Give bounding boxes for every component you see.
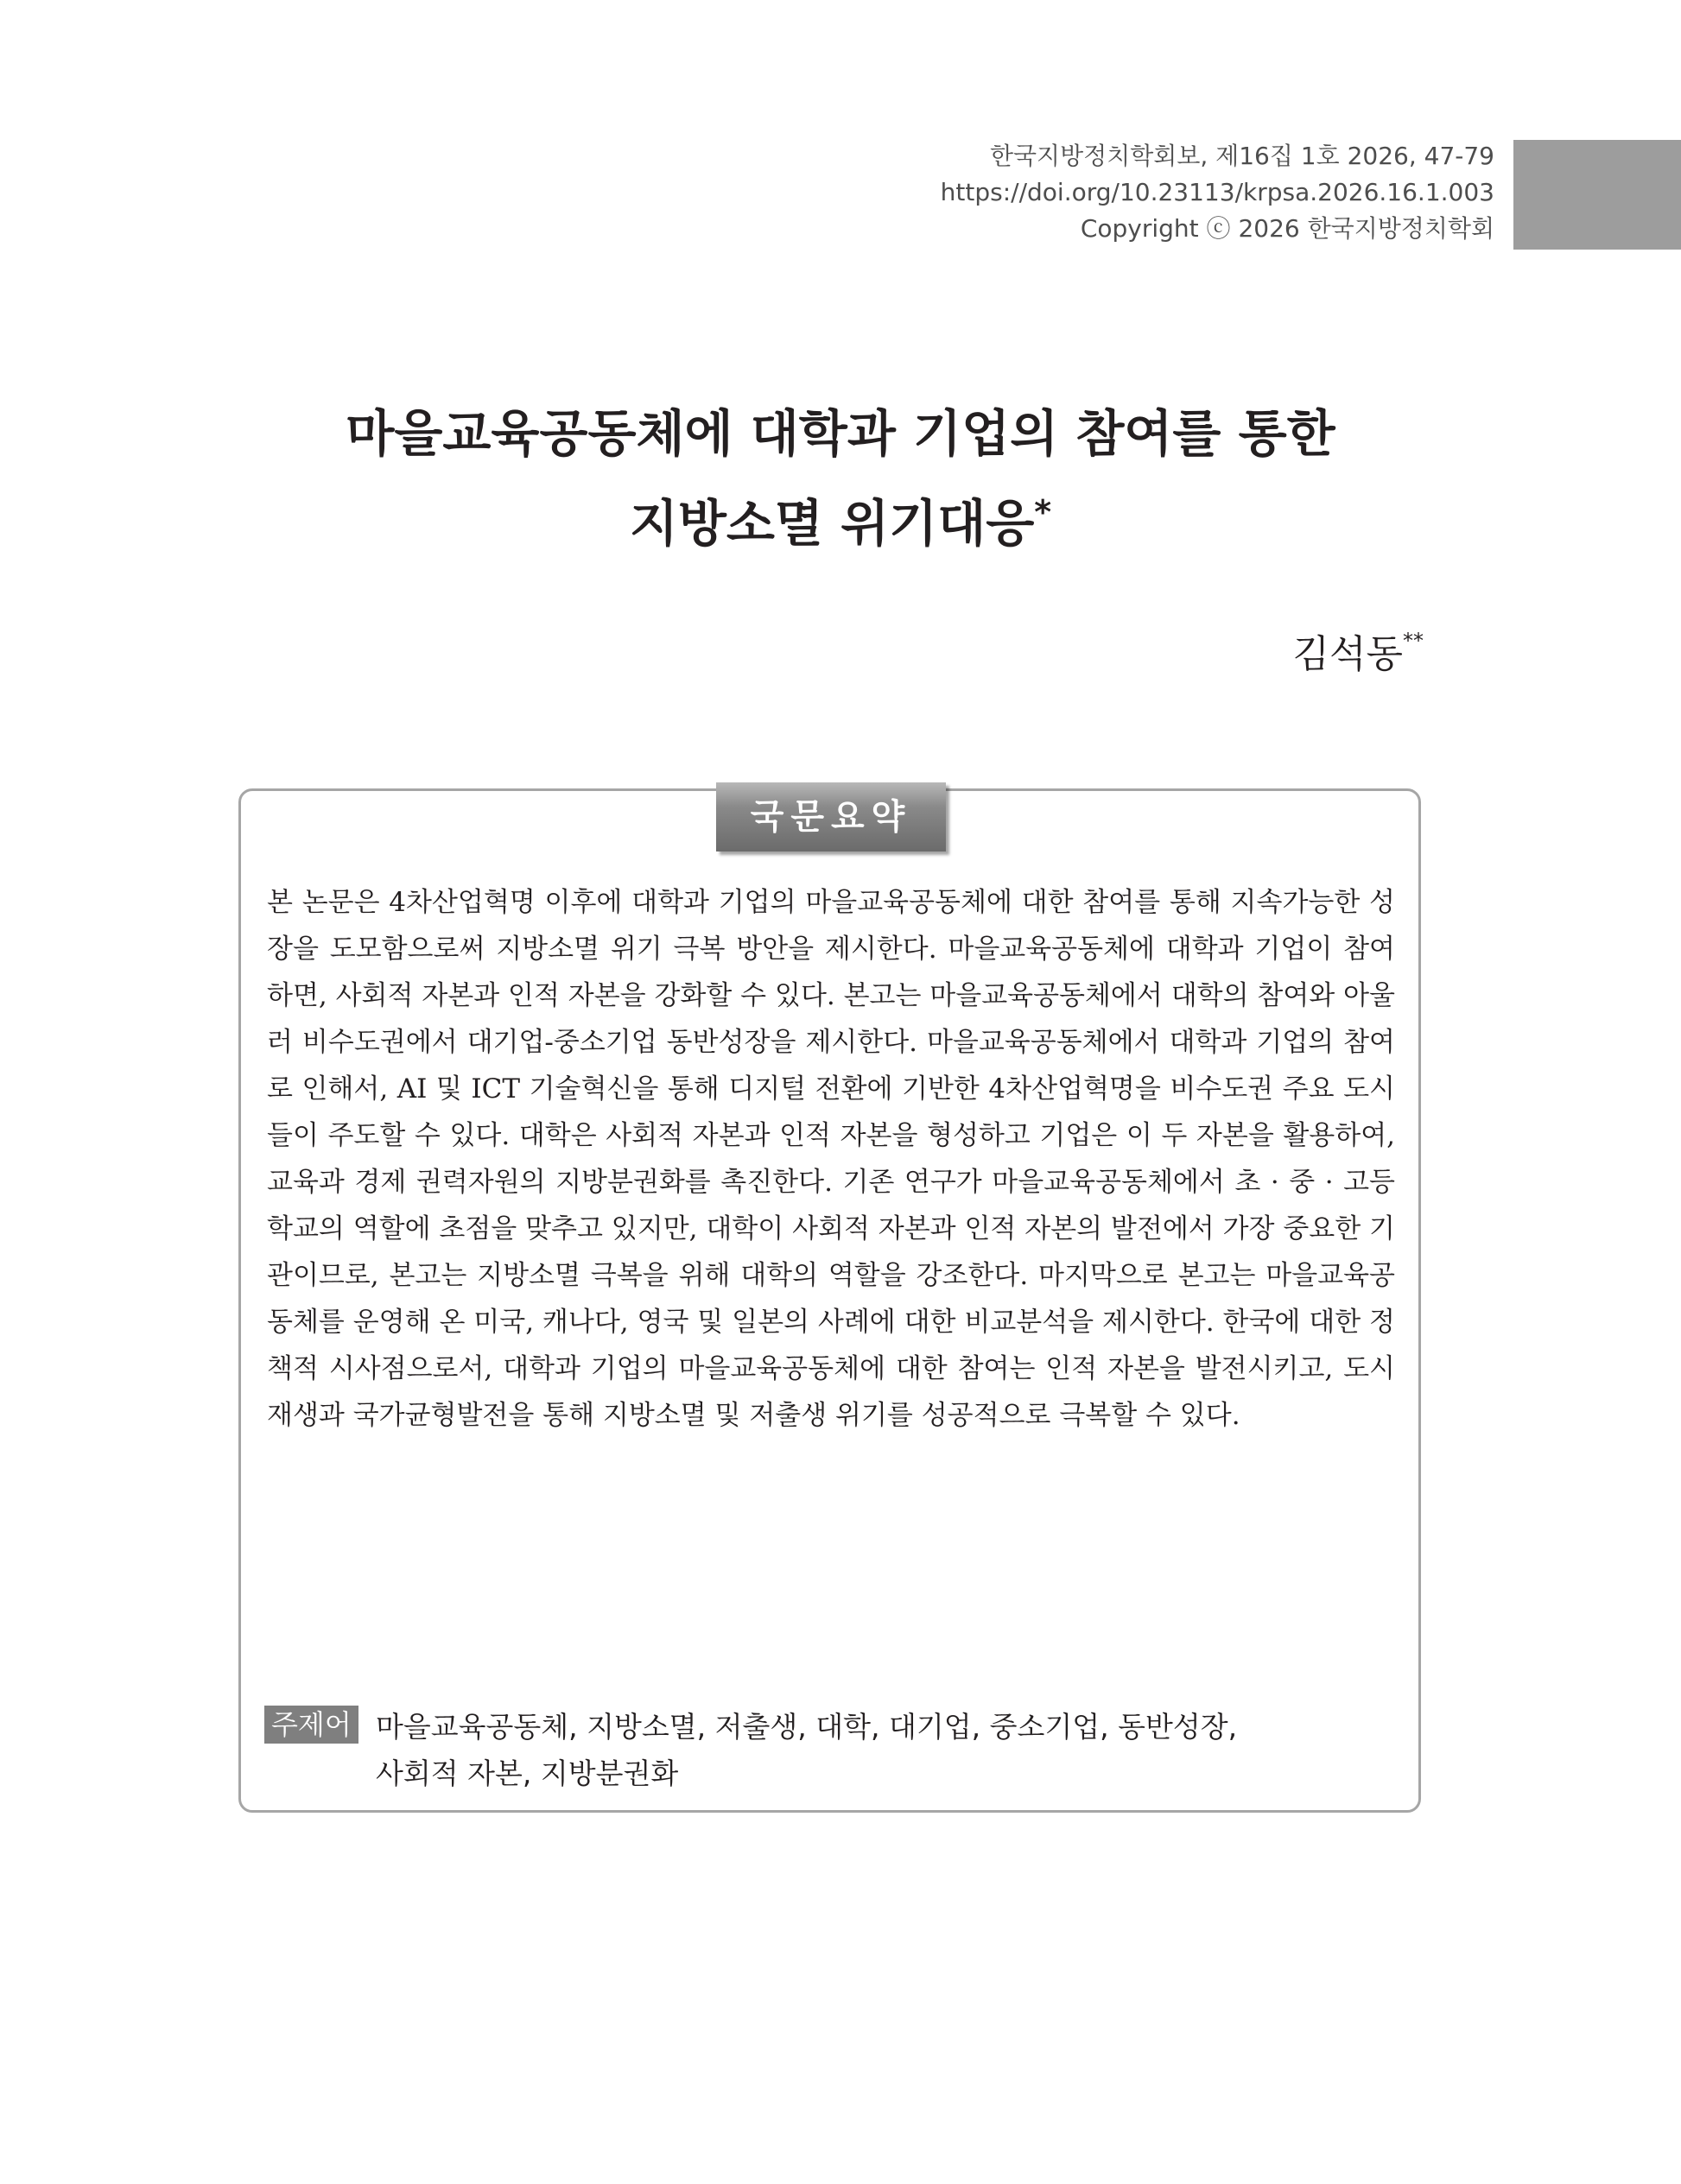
journal-header <box>941 138 1494 247</box>
title-footnote-mark: * <box>1034 493 1052 531</box>
abstract-box <box>238 788 1421 1813</box>
abstract-heading: 국문요약 <box>716 782 946 851</box>
author-line <box>1292 629 1424 681</box>
keywords-list <box>376 1704 1361 1797</box>
keywords-line-1: 마을교육공동체, 지방소멸, 저출생, 대학, 대기업, 중소기업, 동반성장, <box>376 1710 1238 1744</box>
keywords-label: 주제어 <box>264 1706 358 1744</box>
title-line-2 <box>0 478 1681 568</box>
journal-citation: 한국지방정치학회보, 제16집 1호 2026, 47-79 <box>989 142 1494 170</box>
journal-doi[interactable]: https://doi.org/10.23113/krpsa.2026.16.1.003 <box>940 178 1494 206</box>
abstract-text: 본 논문은 4차산업혁명 이후에 대학과 기업의 마을교육공동체에 대한 참여를 통해 지속가능한 성장을 도모함으로써 지방소멸 위기 극복 방안을 제시한다. 마을교육공동체에 대학과 기업이 참여하면, 사회적 자본과 인적 자본을 강화할 수 있다. 본고는 마을교육공동체에서 대학의 참여와 아울러 비수도권에서 대기업-중소기업 동반성장을 제시한다. 마을교육공동체에서 대학과 기업의 참여로 인해서, AI 및 ICT 기술혁신을 통해 디지털 전환에 기반한 4차산업혁명을 비수도권 주요 도시들이 주도할 수 있다. 대학은 사회적 자본과 인적 자본을 형성하고 기업은 이 두 자본을 활용하여, 교육과 경제 권력자원의 지방분권화를 촉진한다. 기존 연구가 마을교육공동체에서 초 · 중 · 고등학교의 역할에 초점을 맞추고 있지만, 대학이 사회적 자본과 인적 자본의 발전에서 가장 중요한 기관이므로, 본고는 지방소멸 극복을 위해 대학의 역할을 강조한다. 마지막으로 본고는 마을교육공동체를 운영해 온 미국, 캐나다, 영국 및 일본의 사례에 대한 비교분석을 제시한다. 한국에 대한 정책적 시사점으로서, 대학과 기업의 마을교육공동체에 대한 참여는 인적 자본을 발전시키고, 도시재생과 국가균형발전을 통해 지방소멸 및 저출생 위기를 성공적으로 극복할 수 있다. <box>267 887 1395 1431</box>
journal-copyright: Copyright ⓒ 2026 한국지방정치학회 <box>1080 214 1494 243</box>
keywords-line-2: 사회적 자본, 지방분권화 <box>376 1757 679 1790</box>
title-line-2-text: 지방소멸 위기대응 <box>629 494 1035 553</box>
paper-title <box>0 389 1681 568</box>
page-edge-tab <box>1513 140 1681 250</box>
author-footnote-mark: ** <box>1403 629 1424 653</box>
title-line-1: 마을교육공동체에 대학과 기업의 참여를 통한 <box>346 404 1335 463</box>
author-name: 김석동 <box>1292 632 1403 676</box>
